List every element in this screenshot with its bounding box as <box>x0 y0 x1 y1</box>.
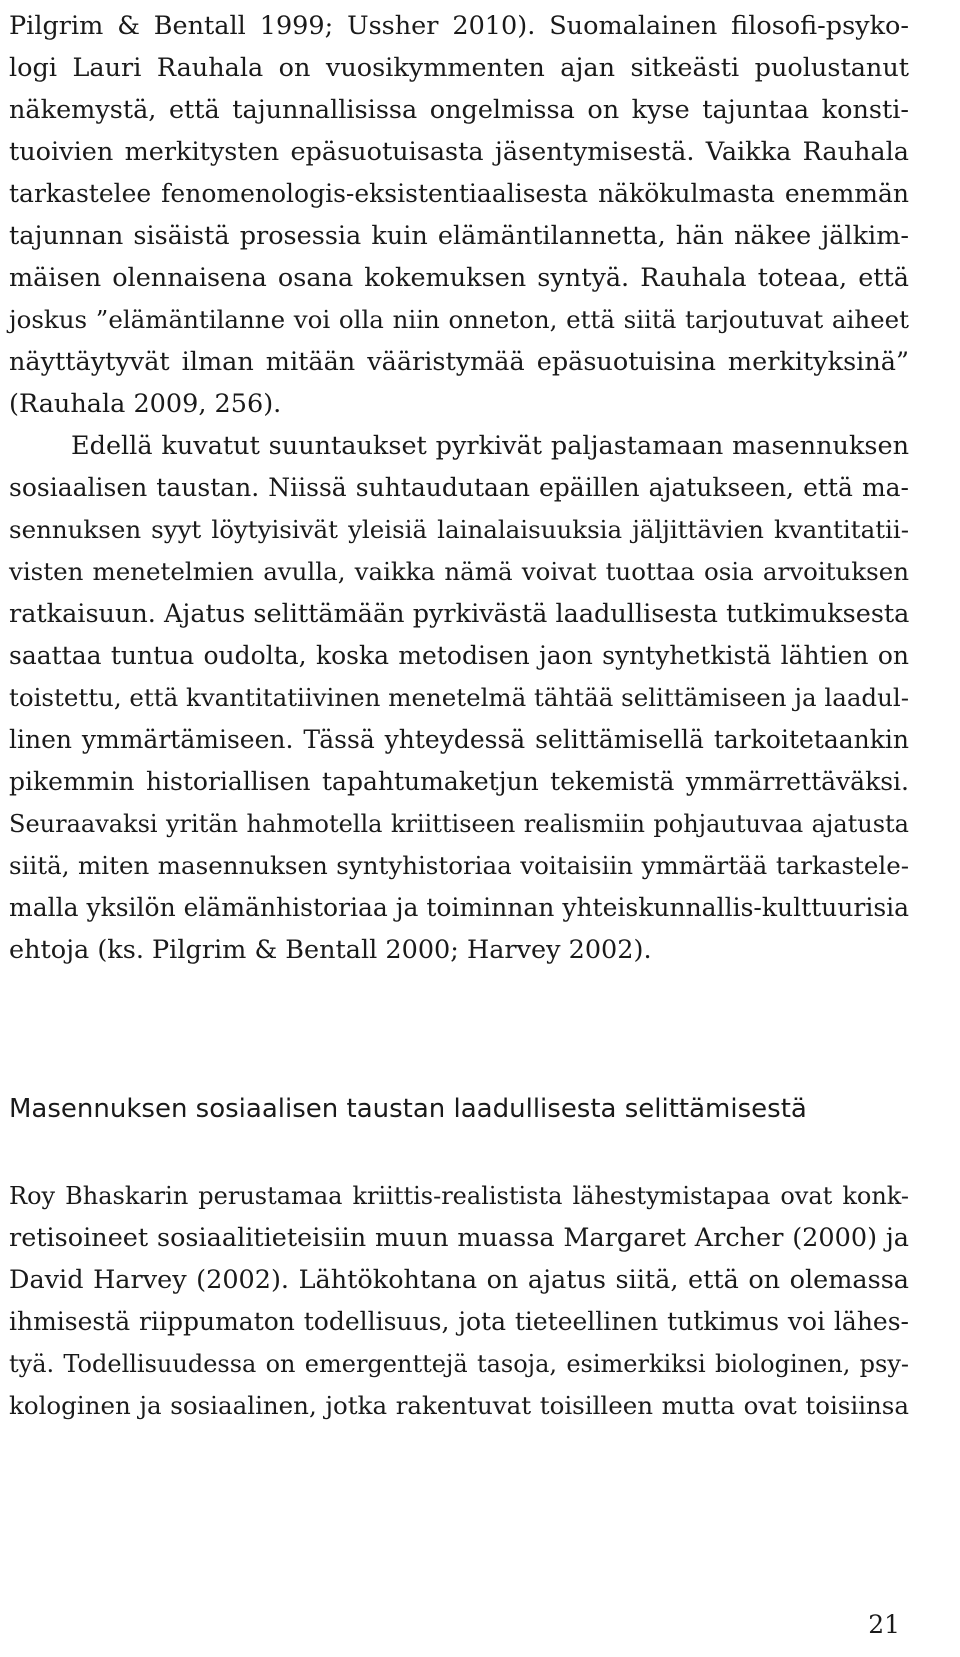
text-line: näkemystä, että tajunnallisissa ongelmissa on kyse tajuntaa konsti- <box>9 95 909 125</box>
text-line: Seuraavaksi yritän hahmotella kriittiseen realismiin pohjautuvaa ajatusta <box>9 810 909 838</box>
text-line: Edellä kuvatut suuntaukset pyrkivät paljastamaan masennuksen <box>71 431 909 461</box>
section-heading: Masennuksen sosiaalisen taustan laadullisesta selittämisestä <box>9 1094 807 1124</box>
text-line: logi Lauri Rauhala on vuosikymmenten ajan sitkeästi puolustanut <box>9 53 909 83</box>
text-line: ehtoja (ks. Pilgrim & Bentall 2000; Harvey 2002). <box>9 935 652 965</box>
text-line: kologinen ja sosiaalinen, jotka rakentuvat toisilleen mutta ovat toisiinsa <box>9 1391 909 1420</box>
text-line: siitä, miten masennuksen syntyhistoriaa voitaisiin ymmärtää tarkastele- <box>9 851 909 880</box>
text-line: tuoivien merkitysten epäsuotuisasta jäsentymisestä. Vaikka Rauhala <box>9 137 909 167</box>
page-number: 21 <box>868 1610 900 1639</box>
text-line: tyä. Todellisuudessa on emergenttejä tasoja, esimerkiksi biologinen, psy- <box>9 1350 909 1378</box>
text-line: (Rauhala 2009, 256). <box>9 389 282 419</box>
text-line: linen ymmärtämiseen. Tässä yhteydessä selittämisellä tarkoitetaankin <box>9 725 909 754</box>
text-line: Pilgrim & Bentall 1999; Ussher 2010). Suomalainen filosofi-psyko- <box>9 11 909 41</box>
text-line: näyttäytyvät ilman mitään vääristymää epäsuotuisina merkityksinä” <box>9 347 909 377</box>
text-line: toistettu, että kvantitatiivinen menetelmä tähtää selittämiseen ja laadul- <box>9 683 909 712</box>
text-line: malla yksilön elämänhistoriaa ja toiminnan yhteiskunnallis-kulttuurisia <box>9 893 910 922</box>
text-line: sennuksen syyt löytyisivät yleisiä lainalaisuuksia jäljittävien kvantitatii- <box>9 515 909 544</box>
text-line: ratkaisuun. Ajatus selittämään pyrkivästä laadullisesta tutkimuksesta <box>9 599 910 629</box>
text-line: saattaa tuntua oudolta, koska metodisen jaon syntyhetkistä lähtien on <box>9 641 909 670</box>
text-line: Roy Bhaskarin perustamaa kriittis-realistista lähestymistapaa ovat konk- <box>9 1182 909 1210</box>
text-line: David Harvey (2002). Lähtökohtana on ajatus siitä, että on olemassa <box>9 1265 909 1295</box>
text-line: visten menetelmien avulla, vaikka nämä voivat tuottaa osia arvoituksen <box>9 557 909 586</box>
text-line: pikemmin historiallisen tapahtumaketjun tekemistä ymmärrettäväksi. <box>9 767 909 796</box>
text-line: tarkastelee fenomenologis-eksistentiaalisesta näkökulmasta enemmän <box>9 179 909 208</box>
text-line: mäisen olennaisena osana kokemuksen syntyä. Rauhala toteaa, että <box>9 263 909 293</box>
text-line: joskus ”elämäntilanne voi olla niin onneton, että siitä tarjoutuvat aiheet <box>9 305 909 334</box>
text-line: retisoineet sosiaalitieteisiin muun muassa Margaret Archer (2000) ja <box>9 1223 909 1253</box>
text-line: tajunnan sisäistä prosessia kuin elämäntilannetta, hän näkee jälkim- <box>9 221 909 251</box>
text-line: sosiaalisen taustan. Niissä suhtaudutaan epäillen ajatukseen, että ma- <box>9 473 909 502</box>
text-line: ihmisestä riippumaton todellisuus, jota tieteellinen tutkimus voi lähes- <box>9 1307 909 1336</box>
